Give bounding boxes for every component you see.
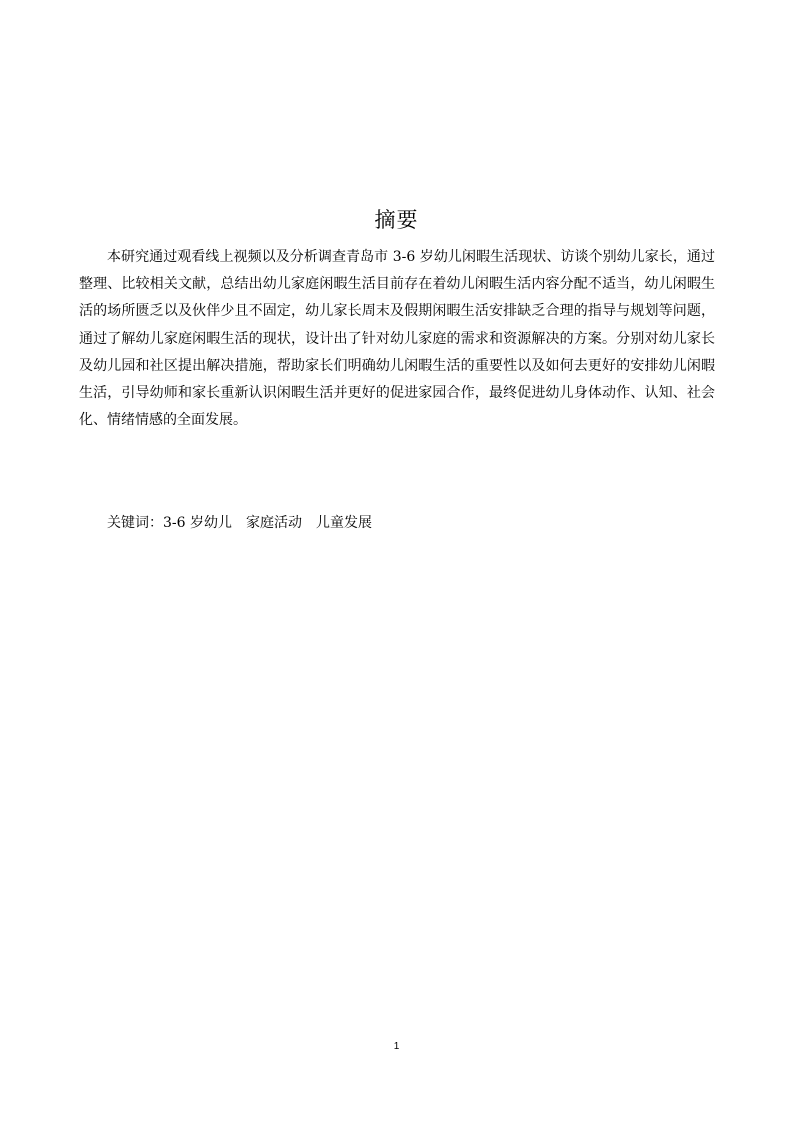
page-number: 1 (393, 1041, 400, 1052)
keywords-line: 关键词：3-6 岁幼儿 家庭活动 儿童发展 (107, 515, 372, 531)
abstract-body: 本研究通过观看线上视频以及分析调查青岛市 3-6 岁幼儿闲暇生活现状、访谈个别幼儿家长，通过整理、比较相关文献，总结出幼儿家庭闲暇生活目前存在着幼儿闲暇生活内容分配不适当，幼儿闲暇生活的场所匮乏以及伙伴少且不固定，幼儿家长周末及假期闲暇生活安排缺乏合理的指导与规划等问题，通过了解幼儿家庭闲暇生活的现状，设计出了针对幼儿家庭的需求和资源解决的方案。分别对幼儿家长及幼儿园和社区提出解决措施，帮助家长们明确幼儿闲暇生活的重要性以及如何去更好的安排幼儿闲暇生活，引导幼师和家长重新认识闲暇生活并更好的促进家园合作，最终促进幼儿身体动作、认知、社会化、情绪情感的全面发展。 (79, 249, 715, 429)
abstract-title: 摘要 (374, 208, 419, 232)
